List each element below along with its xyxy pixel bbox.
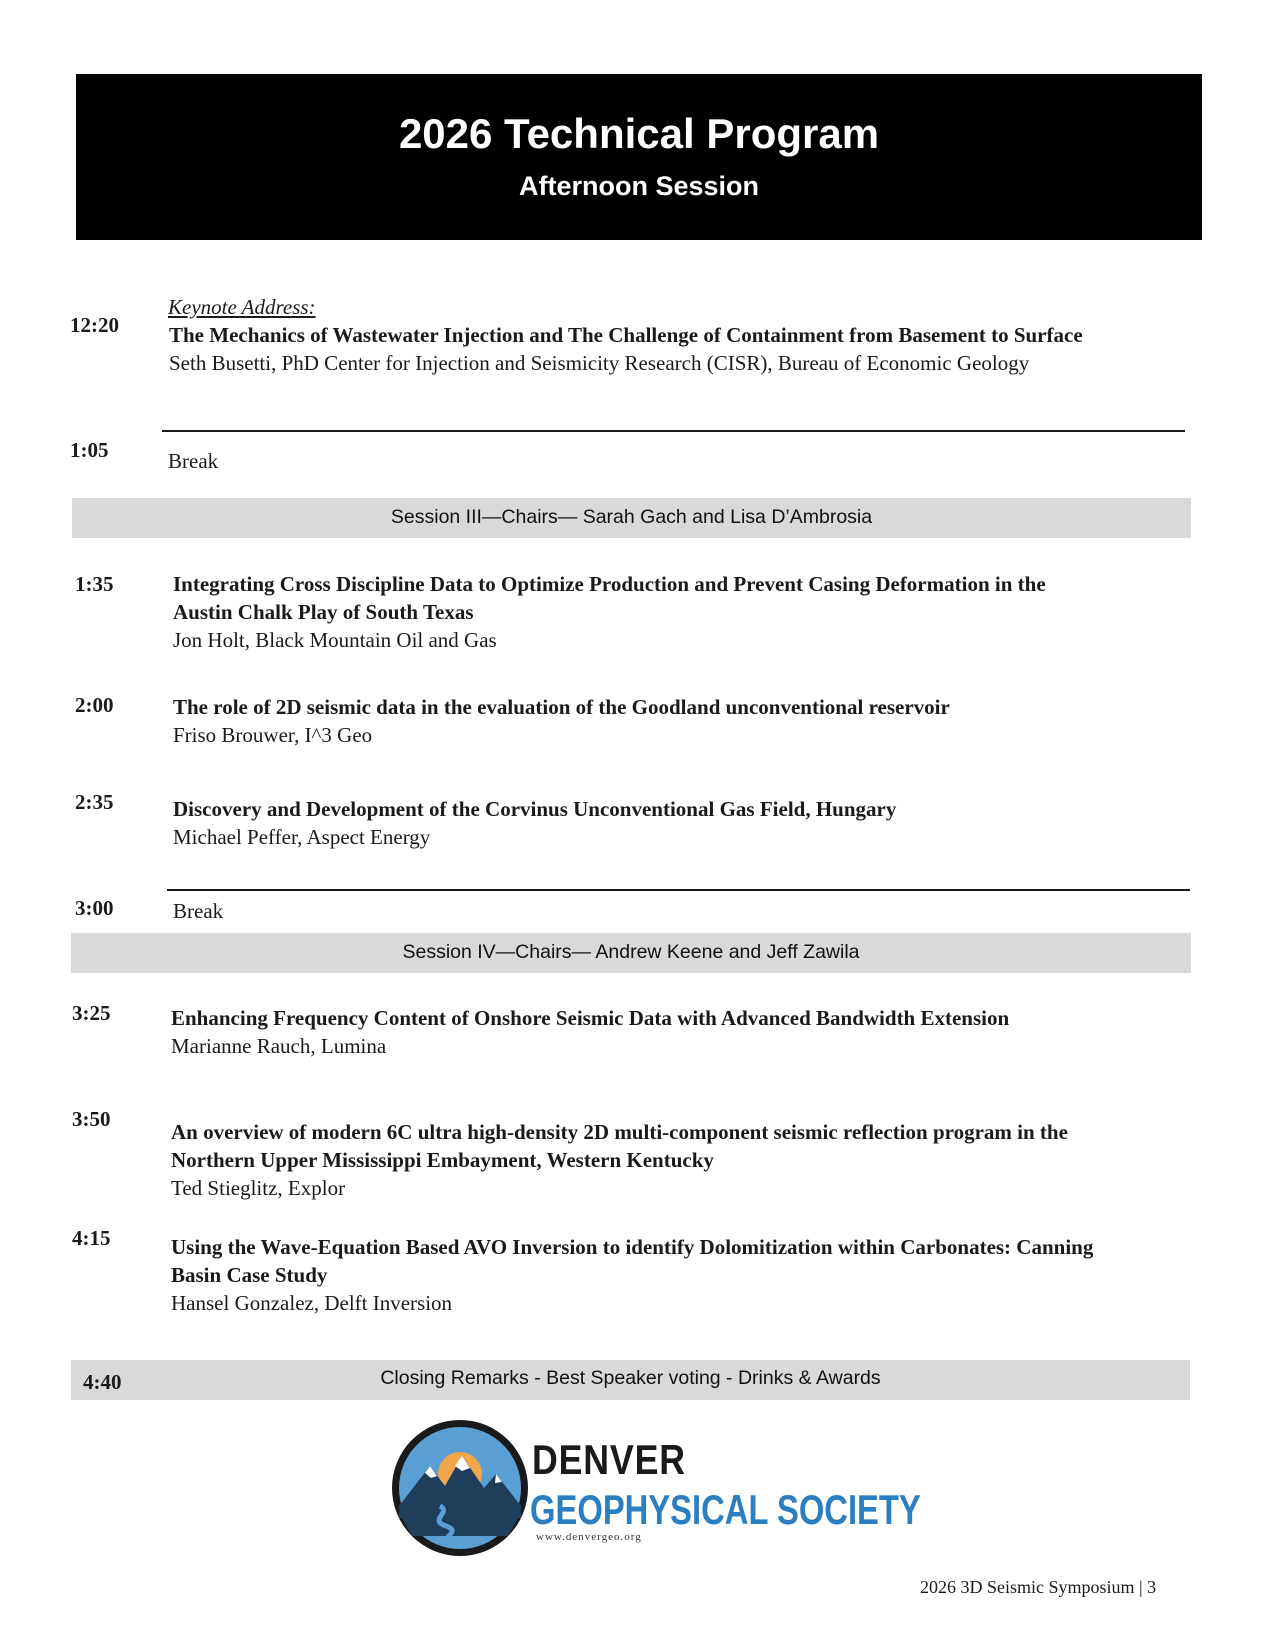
- session-label: Session IV—Chairs— Andrew Keene and Jeff Zawila: [402, 941, 860, 963]
- talk-title: Basin Case Study: [171, 1263, 328, 1287]
- divider: [162, 430, 1185, 432]
- talk-speaker: Jon Holt, Black Mountain Oil and Gas: [173, 628, 497, 652]
- break-label: Break: [168, 449, 219, 473]
- keynote-speaker: Seth Busetti, PhD Center for Injection and Seismicity Research (CISR), Bureau of Economic Geology: [169, 351, 1030, 375]
- closing-label: Closing Remarks - Best Speaker voting - Drinks & Awards: [380, 1367, 881, 1389]
- talk-title: Northern Upper Mississippi Embayment, Western Kentucky: [171, 1148, 714, 1172]
- header-banner: [76, 74, 1202, 240]
- talk-speaker: Hansel Gonzalez, Delft Inversion: [171, 1291, 453, 1315]
- talk-title: Austin Chalk Play of South Texas: [173, 600, 474, 624]
- talk-time: 1:35: [75, 572, 114, 596]
- talk-speaker: Ted Stieglitz, Explor: [171, 1176, 346, 1200]
- session-bar: [71, 933, 1191, 973]
- talk-time: 3:25: [72, 1001, 111, 1025]
- mountain-emblem-icon: [390, 1418, 530, 1558]
- talk-title: The role of 2D seismic data in the evaluation of the Goodland unconventional reservoir: [173, 695, 950, 719]
- divider: [167, 889, 1190, 891]
- keynote-label: Keynote Address:: [168, 295, 316, 319]
- talk-title: An overview of modern 6C ultra high-density 2D multi-component seismic reflection program in the: [171, 1120, 1068, 1144]
- keynote-time: 12:20: [70, 313, 119, 337]
- logo-url: www.denvergeo.org: [536, 1531, 642, 1543]
- break-time: 3:00: [75, 896, 114, 920]
- session-label: Session III—Chairs— Sarah Gach and Lisa D’Ambrosia: [390, 506, 873, 528]
- talk-title: Enhancing Frequency Content of Onshore Seismic Data with Advanced Bandwidth Extension: [171, 1006, 1010, 1030]
- page-subtitle: Afternoon Session: [518, 171, 760, 201]
- talk-speaker: Michael Peffer, Aspect Energy: [173, 825, 431, 849]
- page-title: 2026 Technical Program: [398, 110, 880, 157]
- closing-time: 4:40: [83, 1370, 122, 1394]
- talk-title: Discovery and Development of the Corvinus Unconventional Gas Field, Hungary: [173, 797, 897, 821]
- closing-bar: [71, 1360, 1190, 1400]
- logo-text-society: GEOPHYSICAL SOCIETY: [530, 1486, 921, 1533]
- society-logo-emblem: [390, 1418, 530, 1558]
- talk-time: 2:00: [75, 693, 114, 717]
- keynote-title: The Mechanics of Wastewater Injection and The Challenge of Containment from Basement to Surface: [169, 323, 1083, 347]
- page-footer: 2026 3D Seismic Symposium | 3: [920, 1577, 1157, 1597]
- talk-speaker: Marianne Rauch, Lumina: [171, 1034, 387, 1058]
- talk-title: Integrating Cross Discipline Data to Optimize Production and Prevent Casing Deformation in the: [173, 572, 1046, 596]
- talk-speaker: Friso Brouwer, I^3 Geo: [173, 723, 373, 747]
- break-label: Break: [173, 899, 224, 923]
- talk-title: Using the Wave-Equation Based AVO Inversion to identify Dolomitization within Carbonates: Canning: [171, 1235, 1094, 1259]
- talk-time: 4:15: [72, 1226, 111, 1250]
- talk-time: 2:35: [75, 790, 114, 814]
- session-bar: [72, 498, 1191, 538]
- logo-text-denver: DENVER: [532, 1436, 686, 1483]
- talk-time: 3:50: [72, 1107, 111, 1131]
- break-time: 1:05: [70, 438, 109, 462]
